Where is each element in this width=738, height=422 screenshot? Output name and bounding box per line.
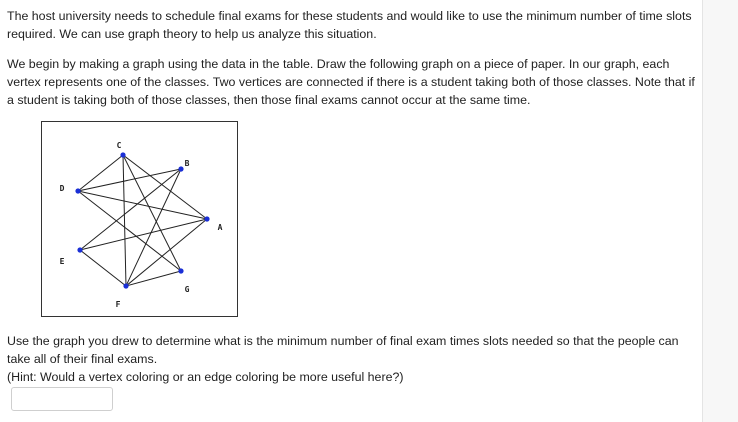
graph-vertex-a — [204, 216, 209, 221]
graph-vertex-b — [178, 166, 183, 171]
graph-edge-f-g — [126, 271, 181, 286]
graph-vertex-e — [77, 247, 82, 252]
graph-vertex-label-d: D — [59, 184, 65, 193]
graph-vertex-d — [75, 188, 80, 193]
right-scroll-strip — [702, 0, 738, 422]
answer-input[interactable] — [11, 387, 113, 411]
graph-vertex-label-b: B — [184, 159, 190, 168]
question-paragraph: Use the graph you drew to determine what is the minimum number of final exam times slots needed so that the people can take all of their final exams. — [7, 334, 679, 366]
graph-vertex-f — [123, 283, 128, 288]
graph-edge-e-f — [80, 250, 126, 286]
intro-paragraph: The host university needs to schedule final exams for these students and would like to use the minimum number of time slots required. We can use graph theory to help us analyze this situation. — [7, 9, 692, 41]
hint-paragraph: (Hint: Would a vertex coloring or an edge coloring be more useful here?) — [7, 370, 404, 384]
graph-figure — [41, 121, 238, 317]
graph-edge-c-d — [78, 155, 123, 191]
graph-vertex-label-a: A — [217, 223, 223, 232]
graph-instructions-paragraph: We begin by making a graph using the data in the table. Draw the following graph on a piece of paper. In our graph, each vertex represents one of the classes. Two vertices are connected if there is a student taking both of those classes. Note that if a student is taking both of those classes, then those final exams cannot occur at the same time. — [7, 57, 695, 107]
graph-vertex-label-c: C — [116, 141, 122, 150]
graph-vertex-label-f: F — [115, 300, 121, 309]
graph-diagram — [42, 122, 237, 316]
graph-vertex-g — [178, 268, 183, 273]
graph-edge-c-g — [123, 155, 181, 271]
graph-vertex-c — [120, 152, 125, 157]
graph-edge-d-a — [78, 191, 207, 219]
graph-vertex-label-g: G — [184, 285, 190, 294]
graph-edge-c-f — [123, 155, 126, 286]
graph-vertex-label-e: E — [59, 257, 65, 266]
